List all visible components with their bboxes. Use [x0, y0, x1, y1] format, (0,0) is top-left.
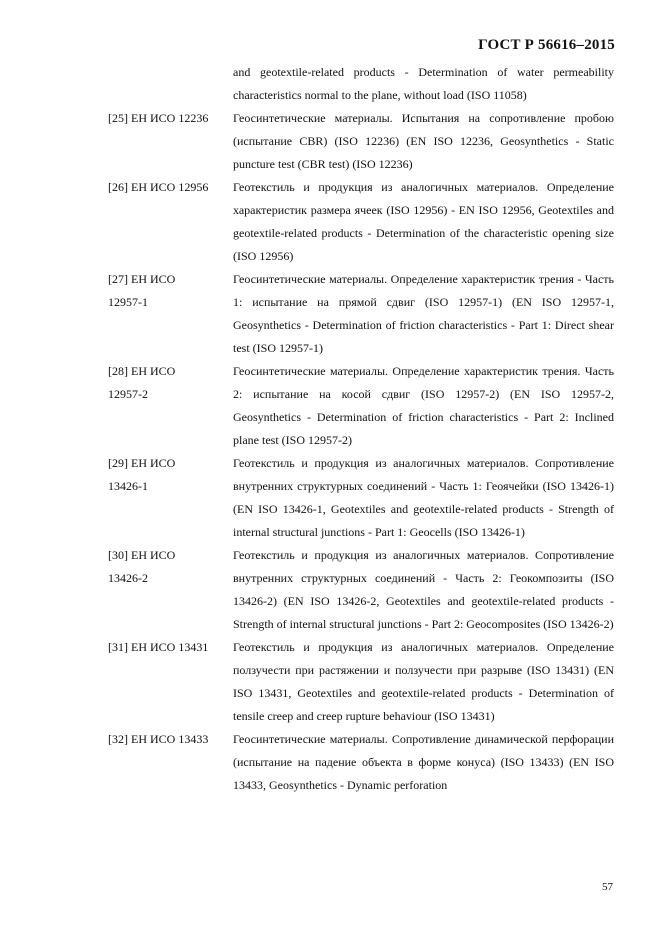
document-standard-id: ГОСТ Р 56616–2015: [478, 37, 615, 53]
entry-code: [26] ЕН ИСО 12956: [108, 180, 209, 194]
entry-text: Геосинтетические материалы. Испытания на сопротивление пробою (испытание CBR) (ISO 12236) (EN ISO 12236, Geosynthetics - Static puncture test (CBR test) (ISO 12236): [233, 111, 614, 171]
bibliography-entry: [108, 728, 614, 797]
bibliography-entry: [108, 636, 614, 728]
entry-text: Геотекстиль и продукция из аналогичных материалов. Сопротивление внутренних структурных соединений - Часть 1: Геоячейки (ISO 13426-1) (EN ISO 13426-1, Geotextiles and geotextile-related products - Strength of internal structural junctions - Part 1: Geocells (ISO 13426-1): [233, 456, 614, 539]
entry-text: Геосинтетические материалы. Сопротивление динамической перфорации (испытание на падение объекта в форме конуса) (ISO 13433) (EN ISO 13433, Geosynthetics - Dynamic perforation: [233, 732, 614, 792]
entry-text: Геотекстиль и продукция из аналогичных материалов. Определение характеристик размера ячеек (ISO 12956) - EN ISO 12956, Geotextiles and geotextile-related products - Determination of the characteristic opening size (ISO 12956): [233, 180, 614, 263]
bibliography-entry: [108, 452, 614, 544]
entry-code: [30] ЕН ИСО 13426-2: [108, 548, 176, 585]
bibliography-entry: [108, 61, 614, 107]
bibliography-entry: [108, 544, 614, 636]
bibliography-entry: [108, 360, 614, 452]
entry-text: Геотекстиль и продукция из аналогичных материалов. Определение ползучести при растяжении и ползучести при разрыве (ISO 13431) (EN ISO 13431, Geotextiles and geotextile-related products - Determination of tensile creep and creep rupture behaviour (ISO 13431): [233, 640, 614, 723]
page-number: 57: [602, 881, 613, 893]
bibliography-entry: [108, 268, 614, 360]
entry-text: Геотекстиль и продукция из аналогичных материалов. Сопротивление внутренних структурных соединений - Часть 2: Геокомпозиты (ISO 13426-2) (EN ISO 13426-2, Geotextiles and geotextile-related products - Strength of internal structural junctions - Part 2: Geocomposites (ISO 13426-2): [233, 548, 614, 631]
entry-text: Геосинтетические материалы. Определение характеристик трения. Часть 2: испытание на косой сдвиг (ISO 12957-2) (EN ISO 12957-2, Geosynthetics - Determination of friction characteristics - Part 2: Inclined plane test (ISO 12957-2): [233, 364, 614, 447]
entry-text: and geotextile-related products - Determination of water permeability characteristics normal to the plane, without load (ISO 11058): [233, 65, 614, 102]
entry-text: Геосинтетические материалы. Определение характеристик трения - Часть 1: испытание на прямой сдвиг (ISO 12957-1) (EN ISO 12957-1, Geosynthetics - Determination of friction characteristics - Part 1: Direct shear test (ISO 12957-1): [233, 272, 614, 355]
entry-code: [25] ЕН ИСО 12236: [108, 111, 209, 125]
entry-code: [31] ЕН ИСО 13431: [108, 640, 209, 654]
bibliography-list: [108, 61, 614, 797]
entry-code: [28] ЕН ИСО 12957-2: [108, 364, 176, 401]
bibliography-entry: [108, 107, 614, 176]
bibliography-entry: [108, 176, 614, 268]
entry-code: [32] ЕН ИСО 13433: [108, 732, 209, 746]
entry-code: [29] ЕН ИСО 13426-1: [108, 456, 176, 493]
entry-code: [108, 61, 233, 107]
entry-code: [27] ЕН ИСО 12957-1: [108, 272, 176, 309]
